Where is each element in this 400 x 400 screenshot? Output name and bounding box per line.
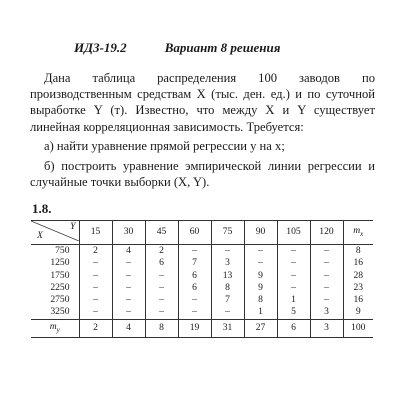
my-value-cell: 2 [79,319,112,337]
section-number: 1.8. [32,201,52,216]
task-b: б) построить уравнение эмпирической линии регрессии и случайные точки выборки (X, Y). [30,159,375,190]
mx-header-cell [343,221,373,245]
x-value-cell: 3250 [31,306,79,319]
frequency-cell: 2 [145,244,178,257]
frequency-cell: 9 [244,282,277,294]
frequency-cell: – [310,282,343,294]
frequency-cell: – [277,282,310,294]
corner-y-label: Y [70,221,76,232]
distribution-table [31,220,373,338]
frequency-cell: 7 [178,257,211,269]
idz-label: ИДЗ-19.2 [74,40,127,55]
frequency-cell: – [79,270,112,282]
frequency-cell: 3 [310,306,343,319]
frequency-cell: – [79,294,112,306]
frequency-cell: 8 [211,282,244,294]
table-row [31,244,373,257]
table-row [31,270,373,282]
frequency-cell: – [178,244,211,257]
mx-cell: 28 [343,270,373,282]
task-a: а) найти уравнение прямой регрессии y на x; [44,139,285,153]
document-header [74,40,280,56]
task-b-block [30,158,375,190]
frequency-cell: – [112,294,145,306]
frequency-cell: – [178,294,211,306]
my-value-cell: 19 [178,319,211,337]
frequency-cell: – [79,282,112,294]
frequency-cell: 1 [244,306,277,319]
x-value-cell: 1250 [50,257,70,269]
y-header-cell: 30 [112,221,145,245]
frequency-cell: 6 [178,282,211,294]
frequency-cell: – [244,244,277,257]
y-header-cell: 60 [178,221,211,245]
my-value-cell: 3 [310,319,343,337]
variant-label: Вариант 8 решения [164,40,281,55]
frequency-cell: – [244,257,277,269]
table-row [31,294,373,306]
table-header-row [31,221,373,245]
table-row [31,282,373,294]
frequency-cell: – [112,270,145,282]
x-value-cell: 2250 [50,281,70,293]
frequency-cell: – [211,244,244,257]
frequency-cell: 7 [211,294,244,306]
x-value-cell: 750 [55,244,70,256]
mx-cell: 23 [343,282,373,294]
distribution-table-wrap [31,220,373,338]
frequency-cell: 1 [277,294,310,306]
frequency-cell: – [211,306,244,319]
problem-statement [30,70,375,135]
frequency-cell: 5 [277,306,310,319]
y-header-cell: 105 [277,221,310,245]
x-value-cell: 2750 [50,294,70,306]
y-header-cell: 75 [211,221,244,245]
frequency-cell: – [277,244,310,257]
frequency-cell: 4 [112,244,145,257]
frequency-cell: 13 [211,270,244,282]
frequency-cell: – [145,270,178,282]
my-value-cell: 8 [145,319,178,337]
frequency-cell: – [310,257,343,269]
frequency-cell: – [79,257,112,269]
frequency-cell: – [145,282,178,294]
frequency-cell: – [310,244,343,257]
frequency-cell: – [112,282,145,294]
frequency-cell: 2 [79,244,112,257]
frequency-cell: 8 [244,294,277,306]
frequency-cell: – [79,306,112,319]
frequency-cell: – [112,257,145,269]
frequency-cell: – [145,306,178,319]
table-row [31,306,373,319]
frequency-cell: – [178,306,211,319]
frequency-cell: 6 [178,270,211,282]
mx-cell: 9 [343,306,373,319]
mx-cell: 8 [343,244,373,257]
frequency-cell: 6 [145,257,178,269]
mx-cell: 16 [343,257,373,269]
my-totals-row [31,319,373,337]
y-header-cell: 45 [145,221,178,245]
problem-text: Дана таблица распределения 100 заводов по производственным средствам X (тыс. ден. ед.) и по суточной выработке Y (т). Известно, что между X и Y существует линейная корреляционная зависимость. Требуется: [30,71,375,134]
y-header-cell: 15 [79,221,112,245]
mx-header-label: $m_x$ [353,225,364,238]
mx-cell: 16 [343,294,373,306]
y-header-cell: 120 [310,221,343,245]
frequency-cell: 9 [244,270,277,282]
frequency-cell: – [112,306,145,319]
my-value-cell: 27 [244,319,277,337]
my-value-cell: 4 [112,319,145,337]
frequency-cell: – [277,257,310,269]
table-row [31,257,373,269]
y-header-cell: 90 [244,221,277,245]
x-value-cell: 1750 [50,269,70,281]
frequency-cell: – [310,270,343,282]
frequency-cell: – [310,294,343,306]
my-value-cell: 6 [277,319,310,337]
my-label-cell: $m_y$ [31,319,79,337]
frequency-cell: 3 [211,257,244,269]
corner-x-label: X [37,230,43,241]
frequency-cell: – [277,270,310,282]
total-cell: 100 [343,319,373,337]
my-value-cell: 31 [211,319,244,337]
corner-cell [31,221,79,245]
frequency-cell: – [145,294,178,306]
